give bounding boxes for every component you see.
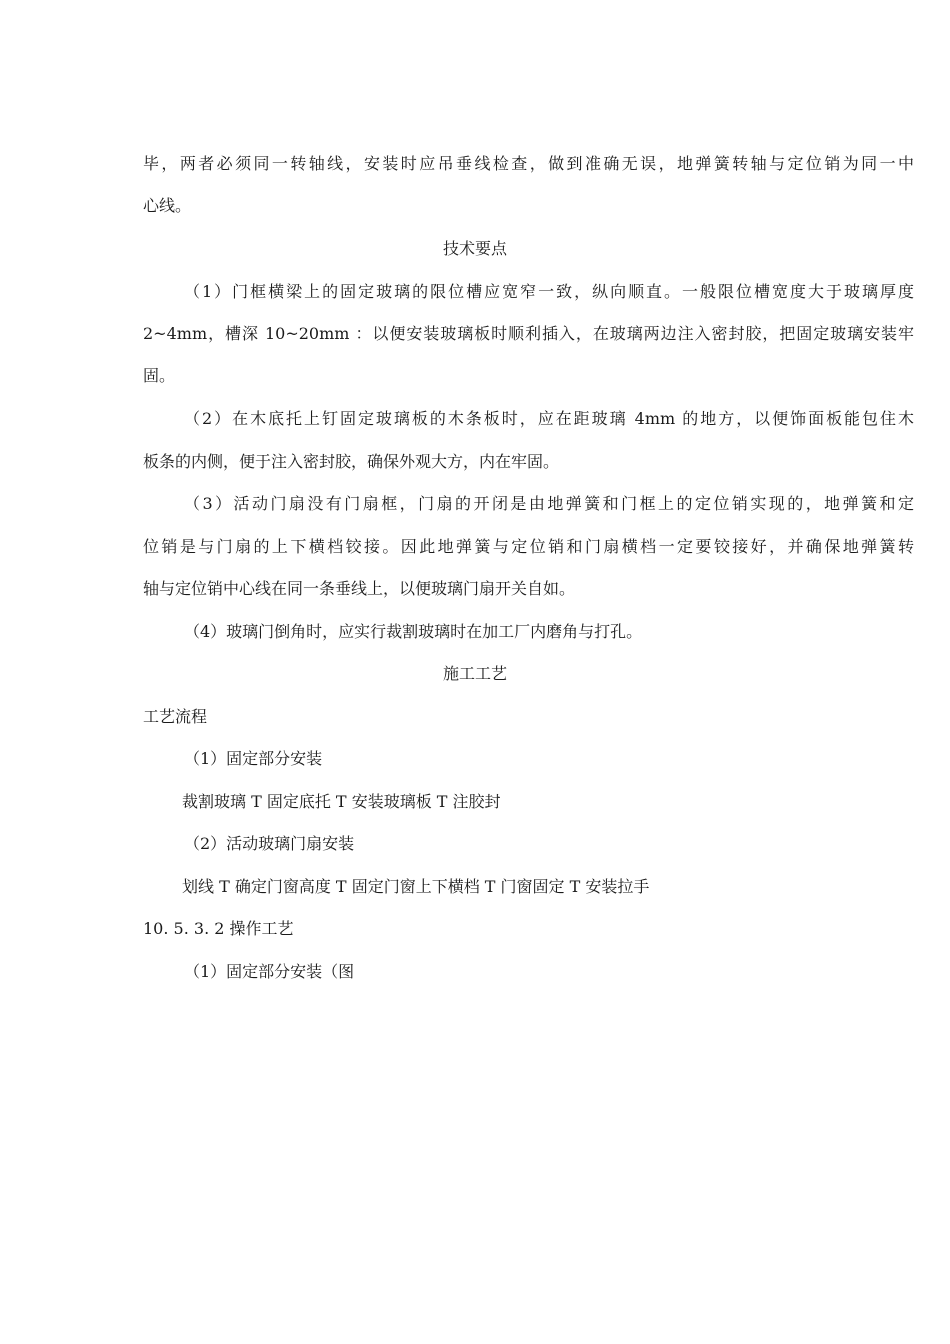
paragraph-line: （2）在木底托上钉固定玻璃板的木条板时，应在距玻璃 4mm 的地方，以便饰面板能包住木	[184, 409, 914, 428]
paragraph-line: 轴与定位销中心线在同一条垂线上，以便玻璃门扇开关自如。	[143, 579, 576, 598]
list-item: （1）固定部分安装（图	[184, 962, 355, 981]
subheading-operation-process: 10. 5. 3. 2 操作工艺	[143, 919, 294, 938]
paragraph-line: 毕，两者必须同一转轴线，安装时应吊垂线检查，做到准确无误，地弹簧转轴与定位销为同一中	[143, 154, 914, 173]
list-item: （1）固定部分安装	[184, 749, 323, 768]
section-heading-construction-process: 施工工艺	[442, 664, 507, 683]
paragraph-line: 固。	[143, 366, 176, 385]
paragraph-line: （4）玻璃门倒角时，应实行裁割玻璃时在加工厂内磨角与打孔。	[184, 622, 643, 641]
process-flow-line: 裁割玻璃 T 固定底托 T 安装玻璃板 T 注胶封	[182, 792, 501, 811]
paragraph-line: 心线。	[143, 196, 192, 215]
paragraph-line: 2~4mm，槽深 10~20mm ：以便安装玻璃板时顺利插入，在玻璃两边注入密封胶，把固定玻璃安装牢	[143, 324, 914, 343]
paragraph-line: （3）活动门扇没有门扇框，门扇的开闭是由地弹簧和门框上的定位销实现的，地弹簧和定	[184, 494, 914, 513]
subheading-process-flow: 工艺流程	[143, 707, 208, 726]
list-item: （2）活动玻璃门扇安装	[184, 834, 355, 853]
section-heading-technical-points: 技术要点	[442, 239, 507, 258]
paragraph-line: （1）门框横梁上的固定玻璃的限位槽应宽窄一致，纵向顺直。一般限位槽宽度大于玻璃厚度	[184, 282, 914, 301]
process-flow-line: 划线 T 确定门窗高度 T 固定门窗上下横档 T 门窗固定 T 安装拉手	[182, 877, 650, 896]
paragraph-line: 位销是与门扇的上下横档铰接。因此地弹簧与定位销和门扇横档一定要铰接好，并确保地弹簧转	[143, 537, 914, 556]
paragraph-line: 板条的内侧，便于注入密封胶，确保外观大方，内在牢固。	[143, 452, 560, 471]
